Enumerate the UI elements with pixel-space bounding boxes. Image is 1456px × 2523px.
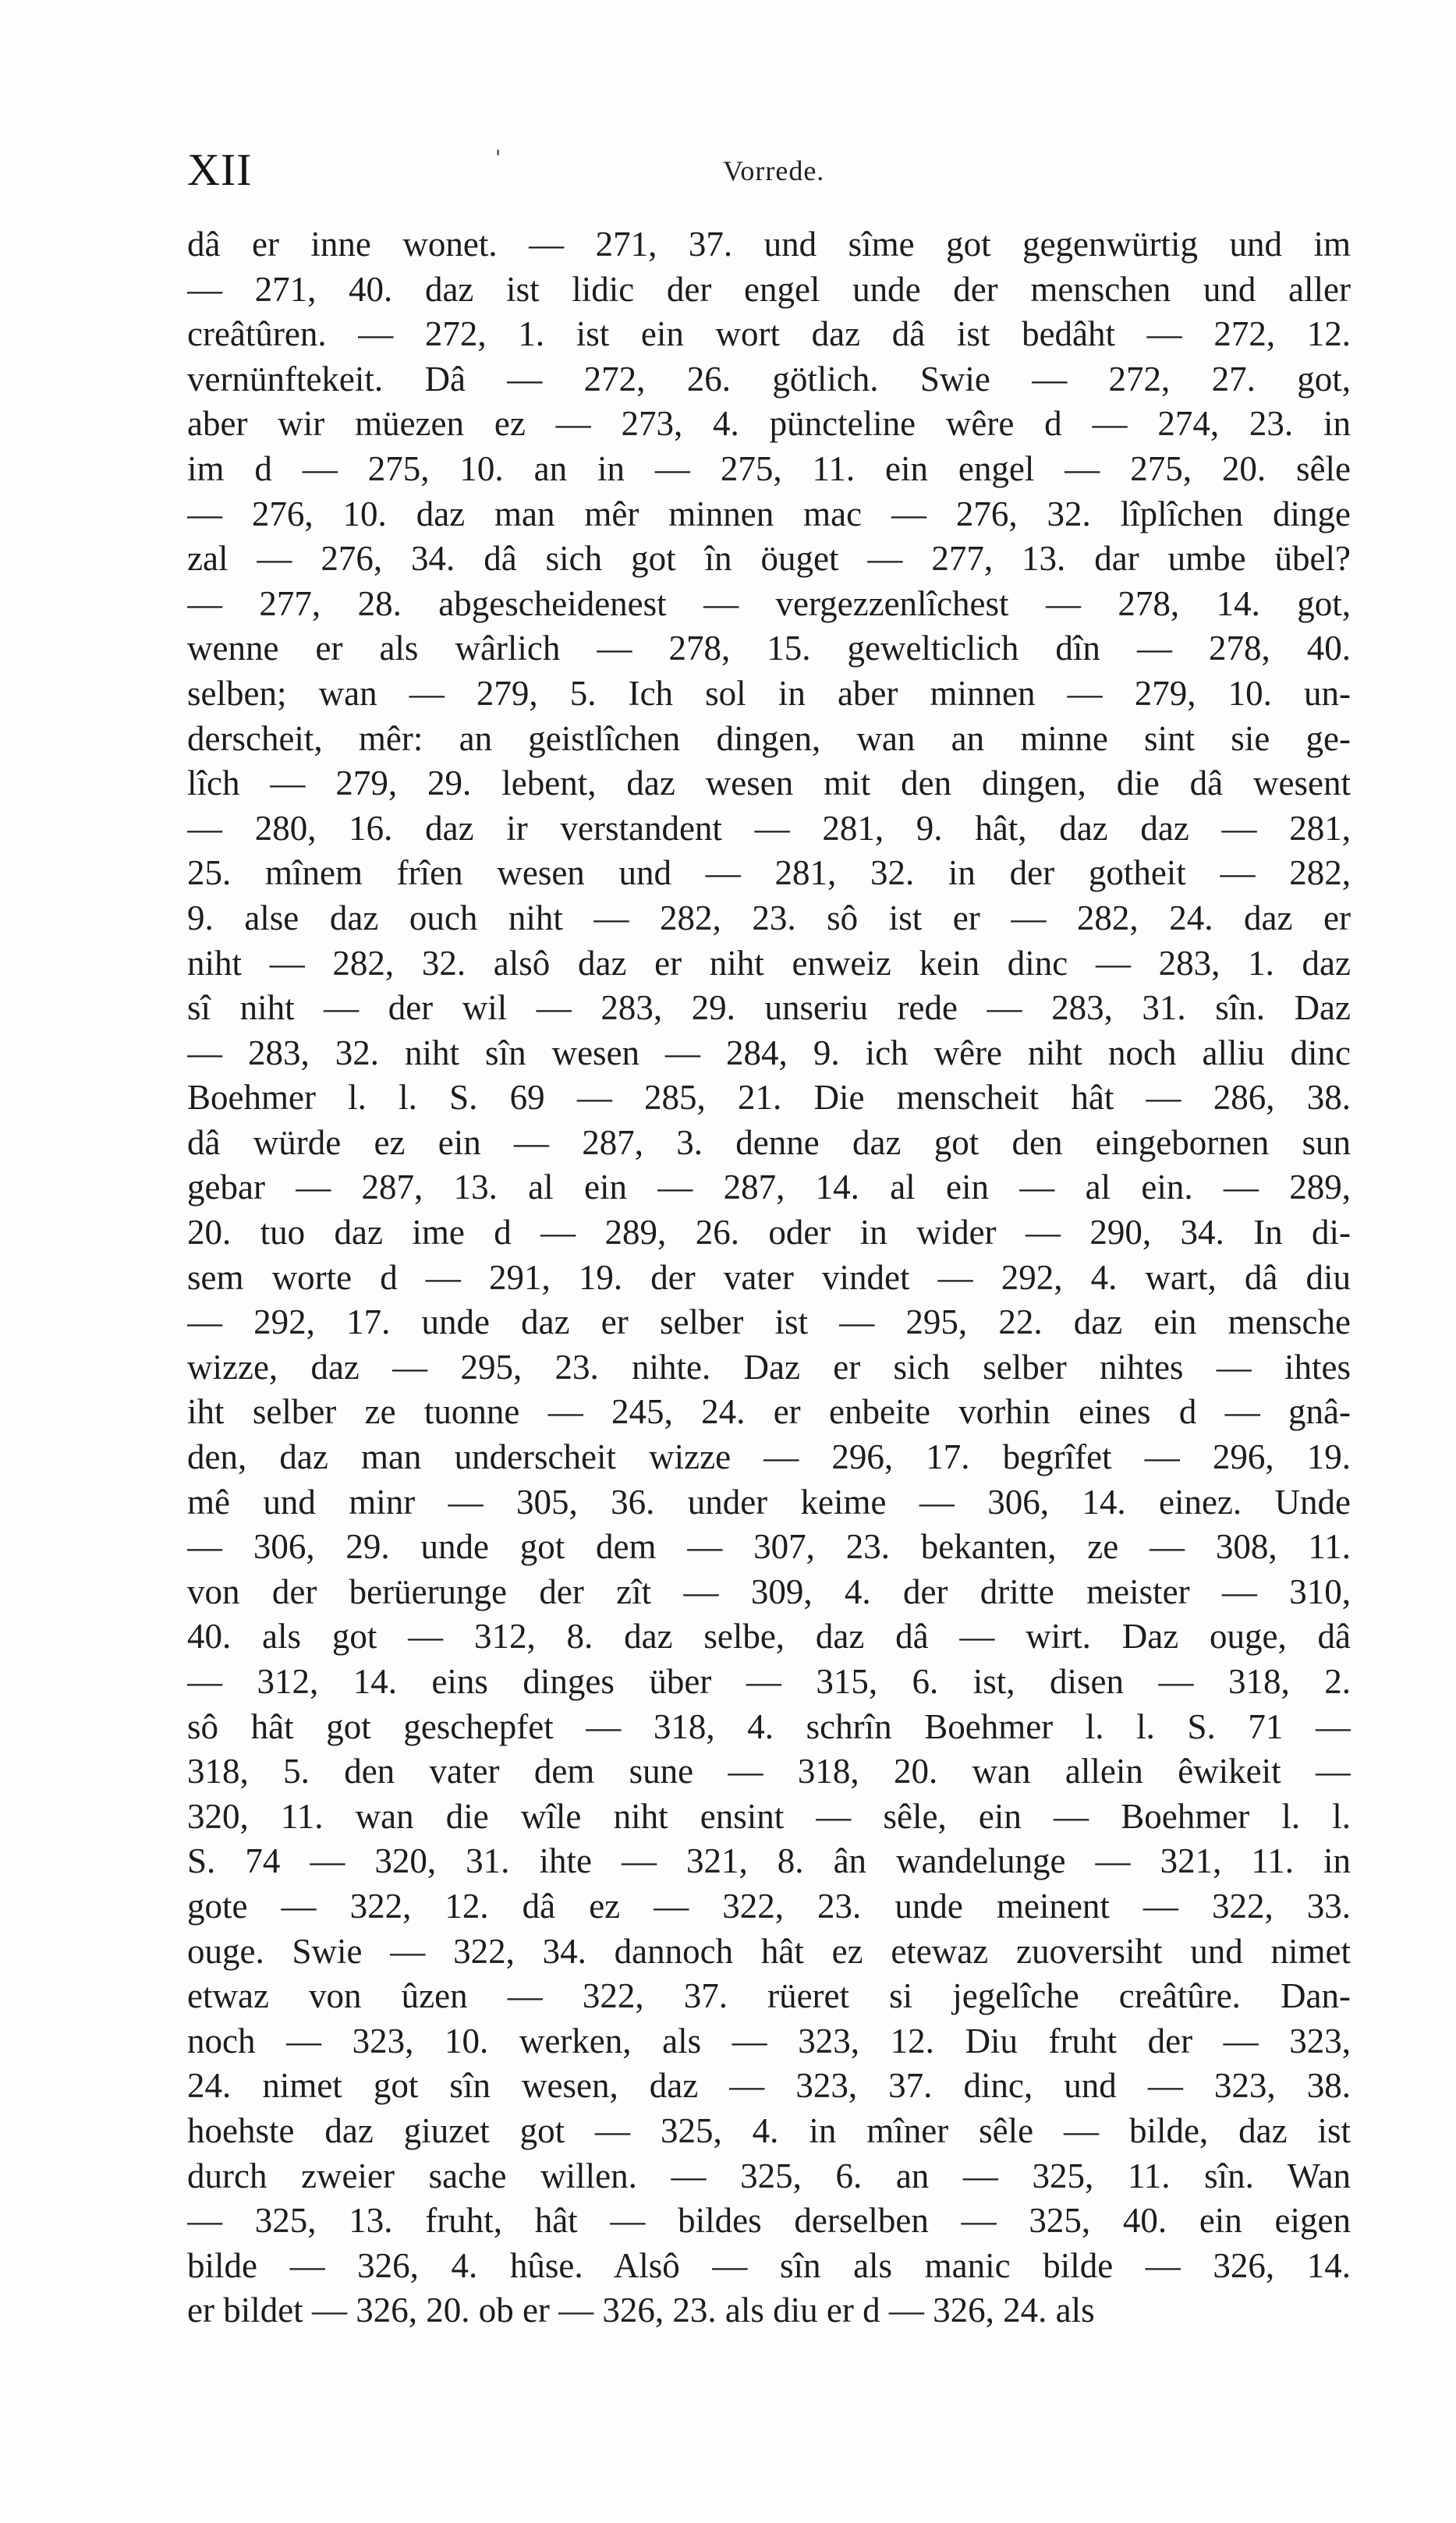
text-line: 25. mînem frîen wesen und — 281, 32. in der gotheit — 282, (187, 853, 1351, 893)
text-line: wizze, daz — 295, 23. nihte. Daz er sich selber nihtes — ihtes (187, 1347, 1351, 1387)
text-line: gebar — 287, 13. al ein — 287, 14. al ein — al ein. — 289, (187, 1168, 1351, 1207)
text-line: er bildet — 326, 20. ob er — 326, 23. als diu er d — 326, 24. als (187, 2291, 1095, 2330)
body-text (187, 222, 1351, 2333)
running-head (187, 144, 1341, 198)
text-line: 9. alse daz ouch niht — 282, 23. sô ist er — 282, 24. daz er (187, 898, 1351, 937)
text-line: mê und minr — 305, 36. under keime — 306, 14. einez. Unde (187, 1482, 1351, 1522)
text-line: sô hât got geschepfet — 318, 4. schrîn Boehmer l. l. S. 71 — (187, 1706, 1351, 1746)
text-line: sem worte d — 291, 19. der vater vindet — 292, 4. wart, dâ diu (187, 1257, 1351, 1297)
text-line: den, daz man underscheit wizze — 296, 17. begrîfet — 296, 19. (187, 1437, 1351, 1477)
text-line: Boehmer l. l. S. 69 — 285, 21. Die menscheit hât — 286, 38. (187, 1078, 1351, 1118)
text-line: zal — 276, 34. dâ sich got în öuget — 277, 13. dar umbe übel? (187, 539, 1351, 579)
text-line: — 276, 10. daz man mêr minnen mac — 276, 32. lîplîchen dinge (187, 494, 1351, 533)
text-line: — 283, 32. niht sîn wesen — 284, 9. ich wêre niht noch alliu dinc (187, 1033, 1351, 1072)
text-line: noch — 323, 10. werken, als — 323, 12. Diu fruht der — 323, (187, 2021, 1351, 2061)
text-line: 40. als got — 312, 8. daz selbe, daz dâ — wirt. Daz ouge, dâ (187, 1617, 1351, 1657)
text-line: derscheit, mêr: an geistlîchen dingen, wan an minne sint sie ge- (187, 718, 1351, 758)
text-line: niht — 282, 32. alsô daz er niht enweiz kein dinc — 283, 1. daz (187, 943, 1351, 983)
text-line: — 277, 28. abgescheidenest — vergezzenlîchest — 278, 14. got, (187, 583, 1351, 623)
text-line: wenne er als wârlich — 278, 15. gewelticlich dîn — 278, 40. (187, 629, 1351, 668)
text-line: bilde — 326, 4. hûse. Alsô — sîn als manic bilde — 326, 14. (187, 2245, 1351, 2285)
text-line: — 280, 16. daz ir verstandent — 281, 9. hât, daz daz — 281, (187, 808, 1351, 848)
text-line: sî niht — der wil — 283, 29. unseriu rede — 283, 31. sîn. Daz (187, 988, 1351, 1028)
text-line: vernünftekeit. Dâ — 272, 26. götlich. Swie — 272, 27. got, (187, 359, 1351, 399)
text-line: ouge. Swie — 322, 34. dannoch hât ez etewaz zuoversiht und nimet (187, 1931, 1351, 1971)
text-line: von der berüerunge der zît — 309, 4. der dritte meister — 310, (187, 1572, 1351, 1611)
text-line: dâ würde ez ein — 287, 3. denne daz got den eingebornen sun (187, 1122, 1351, 1162)
text-line: hoehste daz giuzet got — 325, 4. in mîner sêle — bilde, daz ist (187, 2110, 1351, 2150)
text-line: gote — 322, 12. dâ ez — 322, 23. unde meinent — 322, 33. (187, 1886, 1351, 1926)
text-line: 318, 5. den vater dem sune — 318, 20. wan allein êwikeit — (187, 1752, 1351, 1791)
page-number: XII (187, 144, 253, 195)
text-line: im d — 275, 10. an in — 275, 11. ein engel — 275, 20. sêle (187, 448, 1351, 488)
text-line: etwaz von ûzen — 322, 37. rüeret si jegelîche creâtûre. Dan- (187, 1976, 1351, 2016)
running-title: Vorrede. (723, 155, 825, 186)
text-line: creâtûren. — 272, 1. ist ein wort daz dâ ist bedâht — 272, 12. (187, 314, 1351, 354)
text-line: dâ er inne wonet. — 271, 37. und sîme got gegenwürtig und im (187, 225, 1351, 264)
text-line: durch zweier sache willen. — 325, 6. an — 325, 11. sîn. Wan (187, 2156, 1351, 2195)
text-line: — 312, 14. eins dinges über — 315, 6. ist, disen — 318, 2. (187, 1662, 1351, 1701)
text-line: lîch — 279, 29. lebent, daz wesen mit den dingen, die dâ wesent (187, 764, 1351, 803)
text-line: selben; wan — 279, 5. Ich sol in aber minnen — 279, 10. un- (187, 673, 1351, 713)
text-line: 320, 11. wan die wîle niht ensint — sêle, ein — Boehmer l. l. (187, 1796, 1351, 1836)
text-line: — 306, 29. unde got dem — 307, 23. bekanten, ze — 308, 11. (187, 1527, 1351, 1567)
header-mark: ' (495, 147, 501, 170)
text-line: aber wir müezen ez — 273, 4. püncteline wêre d — 274, 23. in (187, 404, 1351, 444)
text-line: 24. nimet got sîn wesen, daz — 323, 37. dinc, und — 323, 38. (187, 2066, 1351, 2106)
text-line: — 292, 17. unde daz er selber ist — 295, 22. daz ein mensche (187, 1302, 1351, 1342)
text-line: — 325, 13. fruht, hât — bildes derselben — 325, 40. ein eigen (187, 2201, 1351, 2241)
text-line: 20. tuo daz ime d — 289, 26. oder in wider — 290, 34. In di- (187, 1213, 1351, 1253)
text-line: — 271, 40. daz ist lidic der engel unde der menschen und aller (187, 269, 1351, 309)
text-line: S. 74 — 320, 31. ihte — 321, 8. ân wandelunge — 321, 11. in (187, 1841, 1351, 1881)
text-line: iht selber ze tuonne — 245, 24. er enbeite vorhin eines d — gnâ- (187, 1392, 1351, 1432)
